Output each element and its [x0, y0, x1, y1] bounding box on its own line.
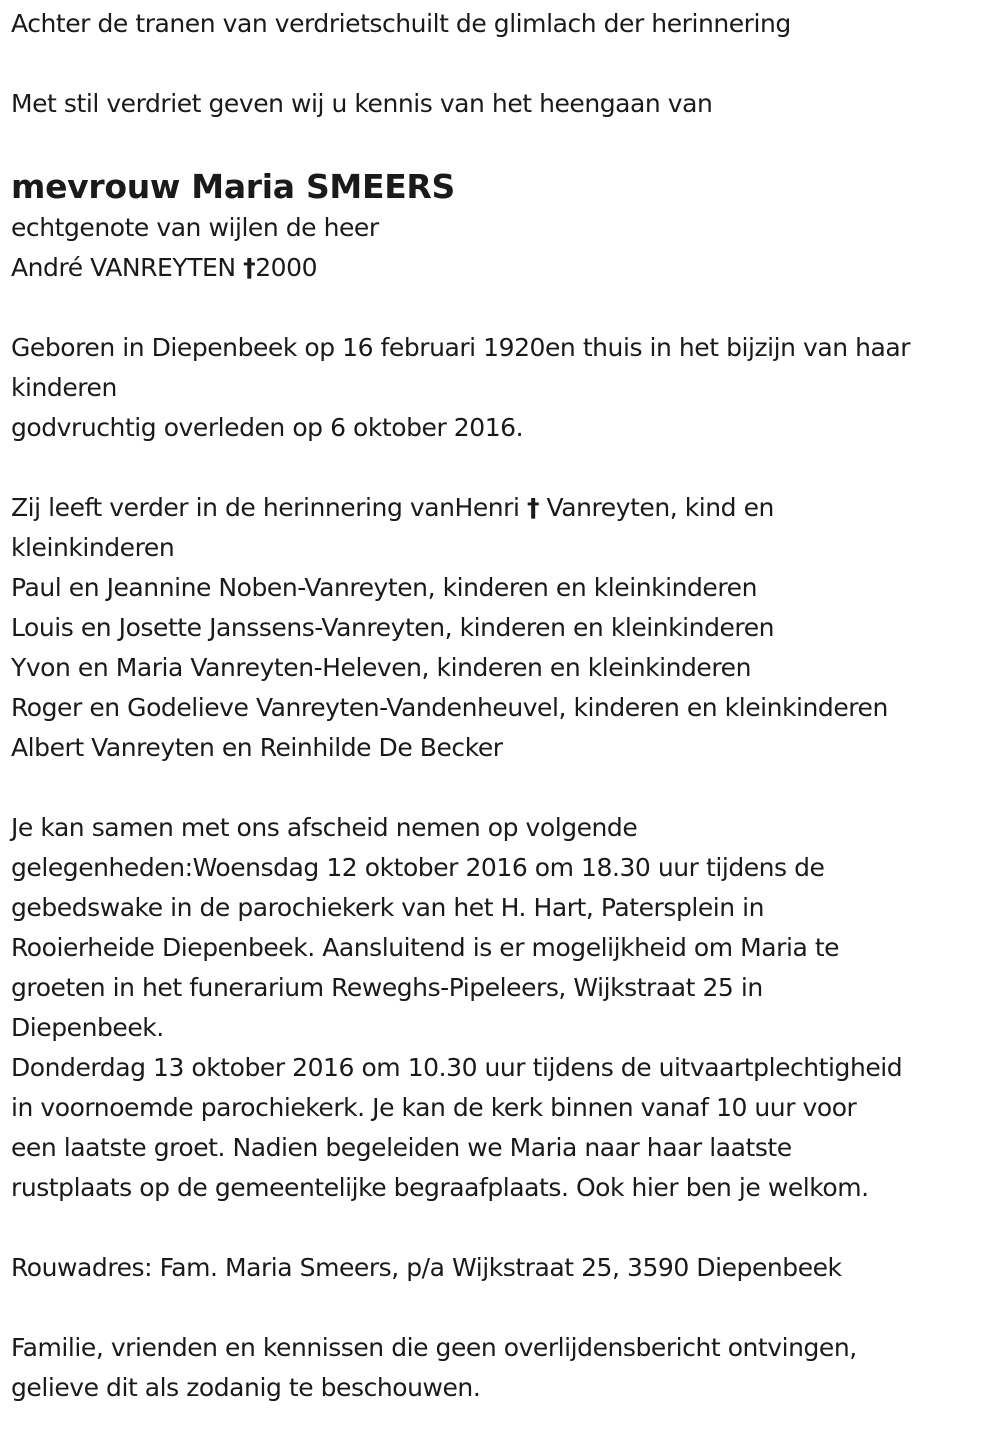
farewell-line: Je kan samen met ons afscheid nemen op volgende: [11, 813, 638, 842]
spouse-name-line: [11, 248, 996, 288]
farewell-line: Donderdag 13 oktober 2016 om 10.30 uur tijdens de uitvaartplechtigheid: [11, 1053, 903, 1082]
family-intro: [11, 488, 996, 528]
farewell-line: gelegenheden:Woensdag 12 oktober 2016 om 18.30 uur tijdens de: [11, 853, 825, 882]
spacer: [11, 768, 996, 808]
family-intro-line-2: kleinkinderen: [11, 533, 175, 562]
spouse-year: 2000: [255, 253, 318, 282]
family-intro-part1: Zij leeft verder in de herinnering vanHenri: [11, 493, 520, 522]
family-intro-part2: Vanreyten, kind en: [546, 493, 774, 522]
farewell-line: Rooierheide Diepenbeek. Aansluitend is er mogelijkheid om Maria te: [11, 933, 840, 962]
announcement: Met stil verdriet geven wij u kennis van het heengaan van: [11, 89, 713, 118]
motto: Achter de tranen van verdrietschuilt de glimlach der herinnering: [11, 9, 791, 38]
farewell-line: rustplaats op de gemeentelijke begraafplaats. Ook hier ben je welkom.: [11, 1173, 869, 1202]
deceased-name: mevrouw Maria SMEERS: [11, 167, 456, 206]
death-line: godvruchtig overleden op 6 oktober 2016.: [11, 413, 524, 442]
spacer: [11, 1208, 996, 1248]
birth-line-1: Geboren in Diepenbeek op 16 februari 1920en thuis in het bijzijn van haar: [11, 333, 911, 362]
farewell-line: een laatste groet. Nadien begeleiden we Maria naar haar laatste: [11, 1133, 792, 1162]
spacer: [11, 44, 996, 84]
spacer: [11, 448, 996, 488]
birth-line-2: kinderen: [11, 373, 117, 402]
obituary-document: [11, 4, 996, 1408]
farewell-line: in voornoemde parochiekerk. Je kan de kerk binnen vanaf 10 uur voor: [11, 1093, 857, 1122]
family-member: Albert Vanreyten en Reinhilde De Becker: [11, 733, 503, 762]
farewell-line: groeten in het funerarium Reweghs-Pipeleers, Wijkstraat 25 in: [11, 973, 763, 1002]
farewell-line: gebedswake in de parochiekerk van het H. Hart, Patersplein in: [11, 893, 765, 922]
family-member: Louis en Josette Janssens-Vanreyten, kinderen en kleinkinderen: [11, 613, 775, 642]
family-member: Yvon en Maria Vanreyten-Heleven, kinderen en kleinkinderen: [11, 653, 751, 682]
spouse-line: echtgenote van wijlen de heer: [11, 213, 379, 242]
closing-line-1: Familie, vrienden en kennissen die geen overlijdensbericht ontvingen,: [11, 1333, 857, 1362]
cross-icon: †: [243, 253, 256, 282]
spacer: [11, 1288, 996, 1328]
farewell-line: Diepenbeek.: [11, 1013, 164, 1042]
family-member: Roger en Godelieve Vanreyten-Vandenheuvel, kinderen en kleinkinderen: [11, 693, 888, 722]
spacer: [11, 124, 996, 164]
mourning-address: Rouwadres: Fam. Maria Smeers, p/a Wijkstraat 25, 3590 Diepenbeek: [11, 1253, 842, 1282]
spacer: [11, 288, 996, 328]
spouse-name: André VANREYTEN: [11, 253, 236, 282]
cross-icon: †: [526, 493, 540, 522]
family-member: Paul en Jeannine Noben-Vanreyten, kinderen en kleinkinderen: [11, 573, 757, 602]
closing-line-2: gelieve dit als zodanig te beschouwen.: [11, 1373, 481, 1402]
